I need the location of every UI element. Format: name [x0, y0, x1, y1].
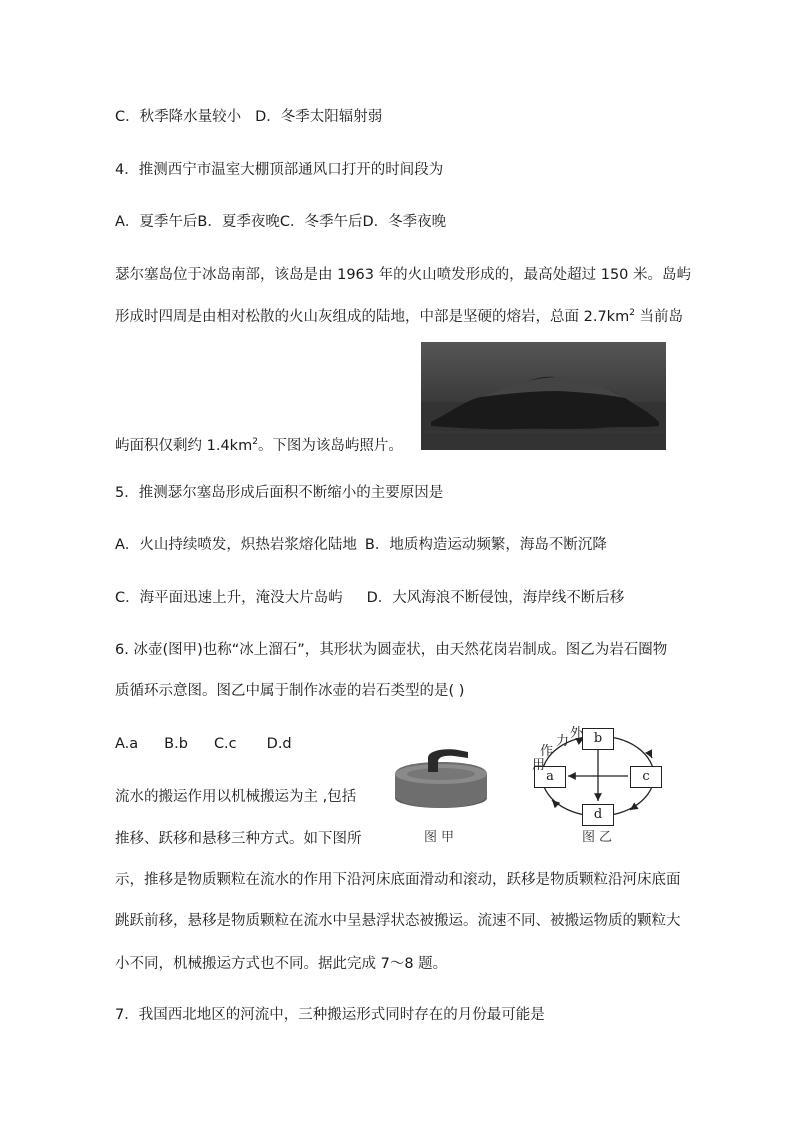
q6-option-c: C.c: [213, 736, 237, 752]
q6-stem-line2: 质循环示意图。图乙中属于制作冰壶的岩石类型的是( ): [115, 683, 465, 699]
q5-option-b: B．地质构造运动频繁，海岛不断沉降: [364, 537, 607, 553]
passage-island-line3: [115, 436, 403, 456]
rock-box-c: c: [630, 766, 662, 788]
q4-stem: 4．推测西宁市温室大棚顶部通风口打开的时间段为: [115, 162, 444, 178]
passage-water-line5: 小不同，机械搬运方式也不同。据此完成 7～8 题。: [115, 956, 448, 972]
q6-option-b: B.b: [164, 736, 188, 752]
q5-options-cd: [115, 588, 624, 608]
passage-island-line2-end: 当前岛: [634, 309, 684, 325]
curling-stone-icon: [388, 744, 494, 814]
passage-water-line4: 跳跃前移，悬移是物质颗粒在流水中呈悬浮状态被搬运。流速不同、被搬运物质的颗粒大: [115, 913, 681, 929]
q5-option-d: D．大风海浪不断侵蚀，海岸线不断后移: [366, 590, 625, 606]
rock-cycle-diagram: [520, 724, 670, 829]
curling-stone-figure: [388, 744, 494, 814]
q6-stem-line1: 6. 冰壶(图甲)也称“冰上溜石”，其形状为圆壶状，由天然花岗岩制成。图乙为岩石圈物: [115, 642, 668, 658]
outer-force-label-3: 作: [540, 744, 554, 759]
passage-island-line1: 瑟尔塞岛位于冰岛南部，该岛是由 1963 年的火山喷发形成的，最高处超过 150 米。岛屿: [115, 267, 692, 283]
rock-box-b: b: [582, 728, 614, 750]
rock-box-a: a: [534, 766, 566, 788]
q6-option-d: D.d: [266, 736, 292, 752]
q6-options: [115, 734, 292, 754]
passage-water-line1: 流水的搬运作用以机械搬运为主 ,包括: [115, 789, 357, 805]
passage-island-line2: [115, 307, 683, 327]
passage-water-line3: 示，推移是物质颗粒在流水的作用下沿河床底面滑动和滚动，跃移是物质颗粒沿河床底面: [115, 872, 681, 888]
q5-options-ab: [115, 535, 607, 555]
outer-force-label-2: 力: [556, 734, 570, 749]
passage-island-line3-end: 。下图为该岛屿照片。: [257, 438, 403, 454]
superscript: 2: [252, 437, 258, 448]
passage-island-line2-text: 形成时四周是由相对松散的火山灰组成的陆地，中部是坚硬的熔岩，总面 2.7km: [115, 309, 630, 325]
q6-option-a: A.a: [115, 736, 139, 752]
passage-water-line2: 推移、跃移和悬移三种方式。如下图所: [115, 831, 362, 847]
rock-box-d: d: [582, 804, 614, 826]
q3-option-c: C．秋季降水量较小: [115, 109, 242, 125]
island-photo-graphic: [421, 342, 666, 450]
figure-a-caption: 图甲: [424, 830, 459, 845]
q4-options: A．夏季午后B．夏季夜晚C．冬季午后D．冬季夜晚: [115, 214, 447, 230]
q3-option-d: D．冬季太阳辐射弱: [255, 109, 383, 125]
q7-stem: 7．我国西北地区的河流中，三种搬运形式同时存在的月份最可能是: [115, 1007, 545, 1023]
q3-options-cd: [115, 107, 382, 127]
q5-option-c: C．海平面迅速上升，淹没大片岛屿: [115, 590, 343, 606]
outer-force-label-4: 用: [532, 758, 546, 773]
figure-b-caption: 图乙: [582, 830, 617, 845]
superscript: 2: [629, 308, 635, 319]
q5-option-a: A．火山持续喷发，炽热岩浆熔化陆地: [115, 537, 357, 553]
passage-island-line3-text: 屿面积仅剩约 1.4km: [115, 438, 253, 454]
q5-stem: 5．推测瑟尔塞岛形成后面积不断缩小的主要原因是: [115, 485, 444, 501]
outer-force-label-1: 外: [570, 726, 584, 741]
island-photo: [421, 342, 666, 450]
